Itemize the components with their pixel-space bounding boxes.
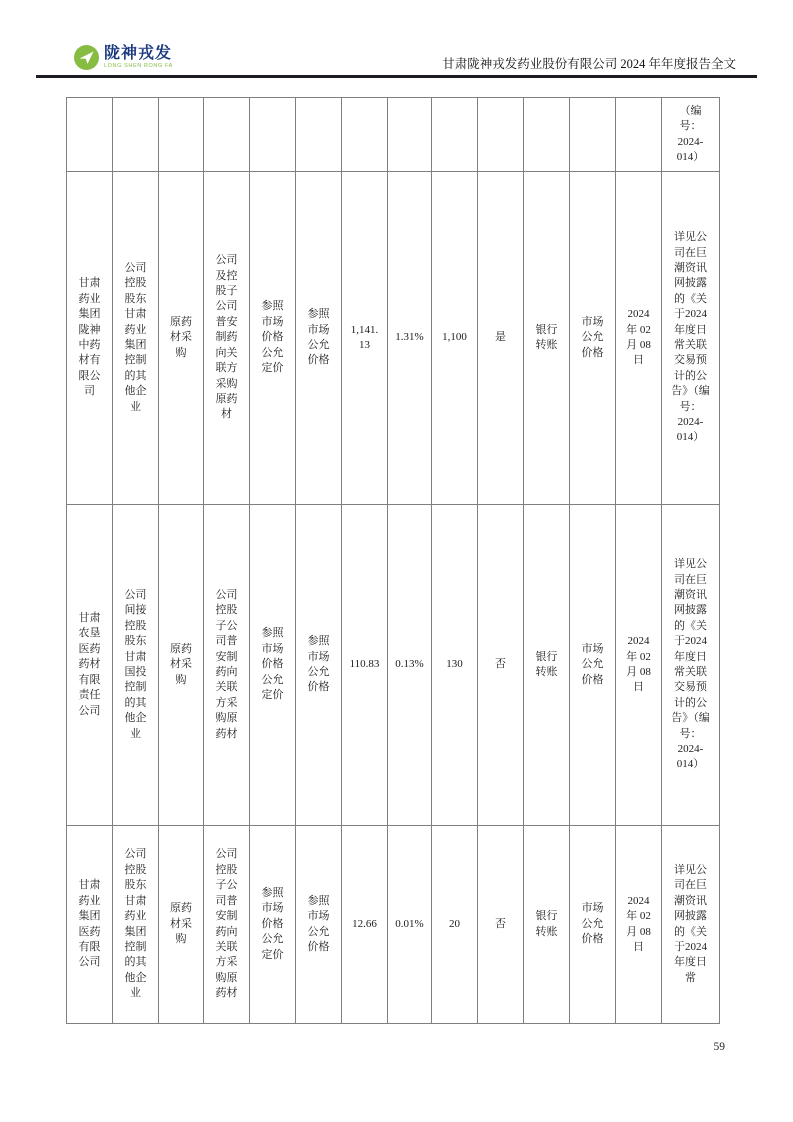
table-cell: 详见公司在巨潮资讯网披露的《关于2024年度日常关联交易预计的公告》（编号：2024-014）: [662, 505, 720, 826]
table-cell: 2024 年 02 月 08 日: [616, 826, 662, 1024]
table-row: [67, 826, 720, 1024]
page-title: 甘肃陇神戎发药业股份有限公司 2024 年年度报告全文: [442, 57, 736, 71]
table-cell: 原药材采购: [159, 505, 204, 826]
table-cell: 20: [432, 826, 478, 1024]
table-cell: 参照市场公允价格: [296, 505, 342, 826]
table-cell: 原药材采购: [159, 826, 204, 1024]
table-cell: 甘肃药业集团医药有限公司: [67, 826, 113, 1024]
table-cell: 甘肃药业集团陇神中药材有限公司: [67, 172, 113, 505]
table-cell: [616, 98, 662, 172]
table-cell: 2024 年 02 月 08 日: [616, 505, 662, 826]
table-cell: 详见公司在巨潮资讯网披露的《关于2024年度日常: [662, 826, 720, 1024]
table-cell: 130: [432, 505, 478, 826]
table-cell: 参照市场公允价格: [296, 172, 342, 505]
page-number: 59: [713, 1041, 725, 1053]
table-cell: 银行转账: [524, 505, 570, 826]
table-cell: 参照市场价格公允定价: [250, 826, 296, 1024]
table-cell: 公司控股子公司普安制药向关联方采购原药材: [204, 826, 250, 1024]
table-cell: [570, 98, 616, 172]
table-cell: 银行转账: [524, 826, 570, 1024]
table-cell: 否: [478, 826, 524, 1024]
table-cell: [67, 98, 113, 172]
table-cell: （编号：2024-014）: [662, 98, 720, 172]
table-cell: 原药材采购: [159, 172, 204, 505]
table-cell: 是: [478, 172, 524, 505]
table-cell: 详见公司在巨潮资讯网披露的《关于2024年度日常关联交易预计的公告》（编号：2024-014）: [662, 172, 720, 505]
table-cell: 市场公允价格: [570, 172, 616, 505]
table-cell: [388, 98, 432, 172]
table-cell: [159, 98, 204, 172]
table-cell: 甘肃农垦医药药材有限责任公司: [67, 505, 113, 826]
table-cell: 1.31%: [388, 172, 432, 505]
logo-bird-icon: [74, 45, 99, 70]
table-cell: 1,141.13: [342, 172, 388, 505]
table-cell: 110.83: [342, 505, 388, 826]
table-cell: 参照市场价格公允定价: [250, 172, 296, 505]
table-cell: 否: [478, 505, 524, 826]
table-cell: 市场公允价格: [570, 505, 616, 826]
table-cell: [478, 98, 524, 172]
table-cell: [524, 98, 570, 172]
table-cell: 0.01%: [388, 826, 432, 1024]
table-row: [67, 505, 720, 826]
table-cell: 公司及控股子公司普安制药向关联方采购原药材: [204, 172, 250, 505]
table-cell: [432, 98, 478, 172]
table-cell: [204, 98, 250, 172]
table-cell: 2024 年 02 月 08 日: [616, 172, 662, 505]
table-row: [67, 98, 720, 172]
table-cell: [342, 98, 388, 172]
table-cell: 公司控股股东甘肃药业集团控制的其他企业: [113, 826, 159, 1024]
table-cell: [296, 98, 342, 172]
table-cell: 公司控股股东甘肃药业集团控制的其他企业: [113, 172, 159, 505]
table-cell: 0.13%: [388, 505, 432, 826]
table-cell: [250, 98, 296, 172]
table-row: [67, 172, 720, 505]
related-transactions-table: [66, 97, 720, 1024]
logo-text: [104, 45, 173, 70]
logo-en-text: LONG SHEN RONG FA: [104, 63, 173, 69]
table-cell: 1,100: [432, 172, 478, 505]
table-cell: 参照市场价格公允定价: [250, 505, 296, 826]
logo-cn-text: 陇神戎发: [104, 45, 173, 62]
table-cell: [113, 98, 159, 172]
header-rule: [36, 75, 757, 78]
table-cell: 公司间接控股股东甘肃国投控制的其他企业: [113, 505, 159, 826]
table-cell: 12.66: [342, 826, 388, 1024]
table-cell: 公司控股子公司普安制药向关联方采购原药材: [204, 505, 250, 826]
table-cell: 参照市场公允价格: [296, 826, 342, 1024]
table-cell: 市场公允价格: [570, 826, 616, 1024]
table-cell: 银行转账: [524, 172, 570, 505]
company-logo: [74, 45, 173, 70]
